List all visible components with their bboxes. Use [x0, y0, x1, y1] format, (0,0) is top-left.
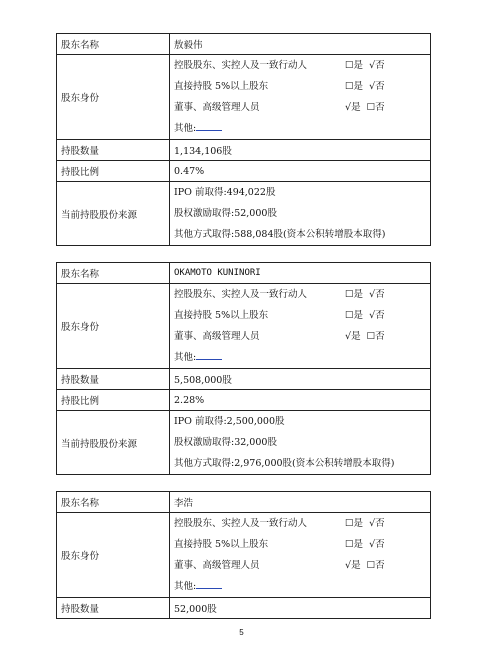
shares-value: 52,000股: [170, 598, 431, 619]
other-blank: [196, 119, 222, 131]
check-icon: √: [345, 102, 352, 113]
name-label: 股东名称: [57, 263, 170, 284]
role-other: 其他:: [170, 576, 430, 597]
source-row: [57, 411, 431, 475]
role-5pct: 直接持股 5%以上股东 ☐是 √否: [170, 305, 430, 326]
role-controlling-choice: ☐是 √否: [345, 55, 385, 76]
role-5pct: 直接持股 5%以上股东 ☐是 √否: [170, 76, 430, 97]
role-director: 董事、高级管理人员 √是 ☐否: [170, 326, 430, 347]
name-row: [57, 492, 431, 513]
role-5pct-choice: ☐是 √否: [345, 534, 385, 555]
source-label: 当前持股股份来源: [57, 411, 170, 475]
box-icon: ☐: [345, 518, 354, 529]
name-value: 敖毅伟: [170, 34, 431, 55]
other-blank: [196, 348, 222, 360]
name-value: 李浩: [170, 492, 431, 513]
role-other: 其他:: [170, 347, 430, 368]
source-incentive: 股权激励取得:32,000股: [174, 437, 277, 448]
ratio-row: [57, 390, 431, 411]
role-other: 其他:: [170, 118, 430, 139]
box-icon: ☐: [345, 539, 354, 550]
check-icon: √: [369, 81, 376, 92]
box-icon: ☐: [366, 560, 376, 571]
source-row: [57, 182, 431, 246]
identity-row: [57, 513, 431, 598]
identity-row: [57, 284, 431, 369]
ratio-row: [57, 161, 431, 182]
source-label: 当前持股股份来源: [57, 182, 170, 246]
source-other: 其他方式取得:2,976,000股(资本公积转增股本取得): [174, 458, 395, 469]
check-icon: √: [369, 289, 376, 300]
source-other: 其他方式取得:588,084股(资本公积转增股本取得): [174, 229, 386, 240]
box-icon: ☐: [345, 81, 354, 92]
role-controlling: 控股股东、实控人及一致行动人 ☐是 √否: [170, 55, 430, 76]
name-row: [57, 263, 431, 284]
role-director-choice: √是 ☐否: [345, 326, 385, 347]
role-controlling: 控股股东、实控人及一致行动人 ☐是 √否: [170, 284, 430, 305]
check-icon: √: [345, 560, 352, 571]
role-controlling-choice: ☐是 √否: [345, 284, 385, 305]
shares-row: [57, 140, 431, 161]
box-icon: ☐: [366, 102, 376, 113]
shares-label: 持股数量: [57, 598, 170, 619]
shareholder-table-1: [56, 33, 431, 246]
ratio-value: 2.28%: [170, 390, 431, 411]
identity-label: 股东身份: [57, 513, 170, 598]
name-row: [57, 34, 431, 55]
ratio-value: 0.47%: [170, 161, 431, 182]
source-incentive: 股权激励取得:52,000股: [174, 208, 277, 219]
role-5pct-choice: ☐是 √否: [345, 305, 385, 326]
role-5pct-choice: ☐是 √否: [345, 76, 385, 97]
page-number: 5: [239, 628, 244, 637]
name-label: 股东名称: [57, 492, 170, 513]
shares-row: [57, 598, 431, 619]
shares-value: 5,508,000股: [170, 369, 431, 390]
role-controlling-choice: ☐是 √否: [345, 513, 385, 534]
other-blank: [196, 577, 222, 589]
source-ipo: IPO 前取得:2,500,000股: [174, 416, 285, 427]
role-director-choice: √是 ☐否: [345, 555, 385, 576]
role-director: 董事、高级管理人员 √是 ☐否: [170, 555, 430, 576]
shares-value: 1,134,106股: [170, 140, 431, 161]
role-director-choice: √是 ☐否: [345, 97, 385, 118]
shares-label: 持股数量: [57, 140, 170, 161]
shareholder-table-2: [56, 262, 431, 475]
ratio-label: 持股比例: [57, 390, 170, 411]
ratio-label: 持股比例: [57, 161, 170, 182]
check-icon: √: [369, 310, 376, 321]
shares-label: 持股数量: [57, 369, 170, 390]
name-label: 股东名称: [57, 34, 170, 55]
check-icon: √: [369, 518, 376, 529]
source-ipo: IPO 前取得:494,022股: [174, 187, 276, 198]
identity-label: 股东身份: [57, 55, 170, 140]
identity-row: [57, 55, 431, 140]
role-5pct: 直接持股 5%以上股东 ☐是 √否: [170, 534, 430, 555]
box-icon: ☐: [345, 60, 354, 71]
shares-row: [57, 369, 431, 390]
check-icon: √: [345, 331, 352, 342]
shareholder-table-3: [56, 491, 431, 619]
identity-label: 股东身份: [57, 284, 170, 369]
check-icon: √: [369, 539, 376, 550]
box-icon: ☐: [345, 289, 354, 300]
box-icon: ☐: [366, 331, 376, 342]
box-icon: ☐: [345, 310, 354, 321]
name-value: OKAMOTO KUNINORI: [170, 263, 431, 284]
role-controlling: 控股股东、实控人及一致行动人 ☐是 √否: [170, 513, 430, 534]
check-icon: √: [369, 60, 376, 71]
role-director: 董事、高级管理人员 √是 ☐否: [170, 97, 430, 118]
